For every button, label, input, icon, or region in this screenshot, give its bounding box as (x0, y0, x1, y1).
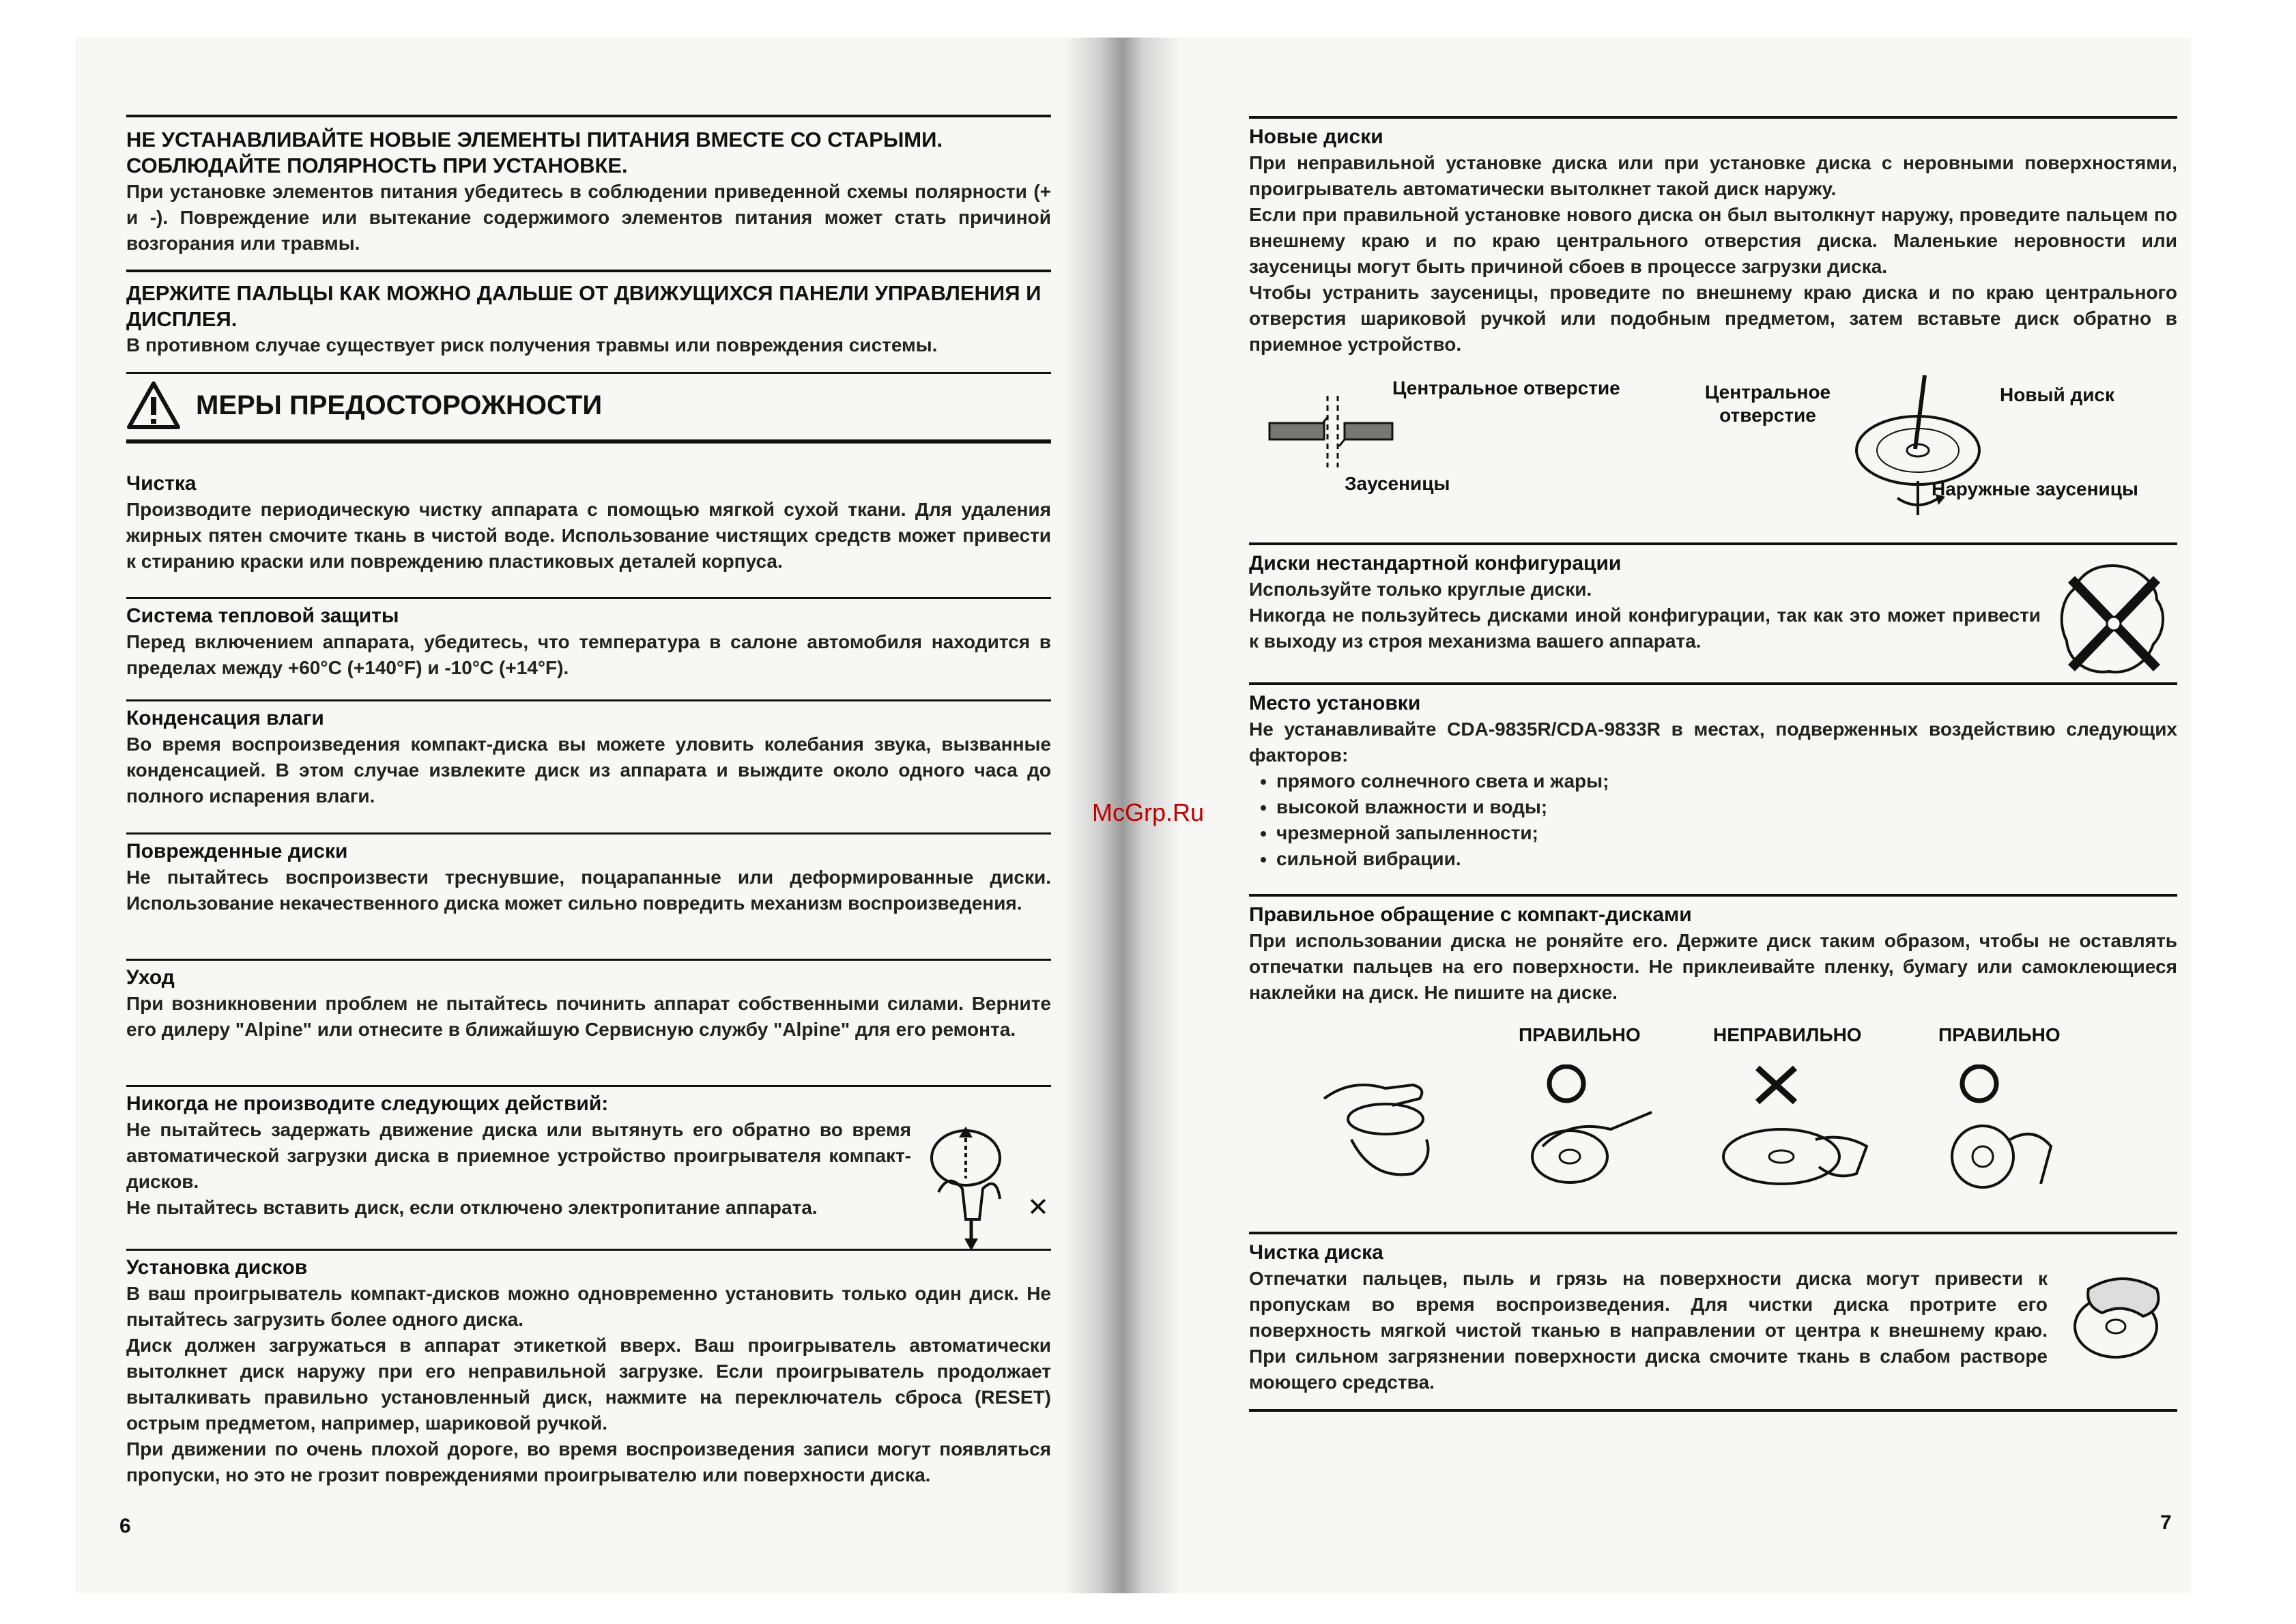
section-never (126, 1085, 1051, 1253)
section-cleaning (126, 471, 1051, 575)
list-item: • сильной вибрации. (1276, 846, 2177, 872)
precautions-header (126, 372, 1051, 444)
install-text-2: Диск должен загружаться в аппарат этикеткой вверх. Ваш проигрыватель автоматически вытолкнет диск наружу при его неправильной загрузке. Если проигрыватель продолжает выталкивать правильно установленный диск, нажмите на переключатель сброса (RESET) острым предметом, например, шариковой ручкой. (126, 1335, 1051, 1434)
warning-batteries-heading: НЕ УСТАНАВЛИВАЙТЕ НОВЫЕ ЭЛЕМЕНТЫ ПИТАНИЯ ВМЕСТЕ СО СТАРЫМИ. СОБЛЮДАЙТЕ ПОЛЯРНОСТЬ ПРИ УСТАНОВКЕ. (126, 128, 943, 177)
burrs-illustration (1249, 368, 2177, 525)
section-title: Уход (126, 966, 175, 989)
warning-fingers (126, 270, 1051, 358)
section-title: Поврежденные диски (126, 840, 348, 862)
new-discs-title: Новые диски (1249, 126, 1383, 148)
location-title: Место установки (1249, 692, 1421, 714)
section-text: Не пытайтесь воспроизвести треснувшие, поцарапанные или деформированные диски. Использование некачественного диска может сильно повредить механизм воспроизведения. (126, 867, 1051, 914)
irregular-title: Диски нестандартной конфигурации (1249, 552, 1622, 575)
label-center-hole: Центральное отверстие (1392, 377, 1620, 398)
section-location (1249, 682, 2177, 872)
label-correct-2: ПРАВИЛЬНО (1938, 1024, 2061, 1045)
new-discs-text-1: При неправильной установке диска или при установке диска с неровными поверхностями, проигрыватель автоматически вытолкнет такой диск наружу. (1249, 152, 2177, 199)
irregular-disc-icon (2054, 559, 2170, 682)
cleaning-title: Чистка диска (1249, 1241, 1383, 1264)
location-text: Не устанавливайте CDA-9835R/CDA-9833R в местах, подверженных воздействию следующих факторов: (1249, 719, 2177, 766)
never-text-2: Не пытайтесь вставить диск, если отключено электропитание аппарата. (126, 1197, 818, 1218)
label-new-disc: Новый диск (2000, 384, 2115, 405)
cleaning-text: Отпечатки пальцев, пыль и грязь на поверхности диска могут привести к пропускам во время воспроизведения. Для чистки диска протрите его поверхность мягкой чистой тканью в направлении от центра к внешнему краю. При сильном загрязнении поверхности диска смочите ткань в слабом растворе моющего средства. (1249, 1268, 2048, 1393)
irregular-text-2: Никогда не пользуйтесь дисками иной конфигурации, так как это может привести к выходу из строя механизма вашего аппарата. (1249, 605, 2041, 652)
handling-title: Правильное обращение с компакт-дисками (1249, 903, 1692, 926)
section-disc-cleaning (1249, 1232, 2177, 1412)
section-care (126, 959, 1051, 1043)
list-item: • чрезмерной запыленности; (1276, 820, 2177, 846)
disc-eject-illustration (925, 1117, 1051, 1253)
label-incorrect: НЕПРАВИЛЬНО (1713, 1024, 1862, 1045)
page-number-right: 7 (2160, 1511, 2172, 1534)
warning-batteries-text: При установке элементов питания убедитесь в соблюдении приведенной схемы полярности (+ и -). Повреждение или вытекание содержимого элементов питания может стать причиной возгорания или травмы. (126, 181, 1051, 254)
section-install (126, 1249, 1051, 1488)
section-new-discs (1249, 116, 2177, 358)
precautions-title: МЕРЫ ПРЕДОСТОРОЖНОСТИ (196, 390, 603, 420)
warning-batteries (126, 115, 1051, 257)
install-text-3: При движении по очень плохой дороге, во время воспроизведения записи могут появляться пропуски, но это не грозит повреждениями проигрывателю или поверхности диска. (126, 1438, 1051, 1485)
never-title: Никогда не производите следующих действий: (126, 1092, 609, 1115)
label-center-hole-2: Центральное отверстие (1704, 381, 1831, 426)
correct-edge-hold-icon (1932, 1064, 2068, 1194)
section-condensation (126, 699, 1051, 809)
warning-fingers-heading: ДЕРЖИТЕ ПАЛЬЦЫ КАК МОЖНО ДАЛЬШЕ ОТ ДВИЖУЩИХСЯ ПАНЕЛИ УПРАВЛЕНИЯ И ДИСПЛЕЯ. (126, 281, 1042, 331)
hands-holding-disc-icon (1310, 1058, 1447, 1194)
right-page (1249, 0, 2177, 1624)
irregular-text-1: Используйте только круглые диски. (1249, 579, 1592, 600)
section-title: Конденсация влаги (126, 707, 324, 729)
wrong-mark-icon: ✕ (1027, 1193, 1049, 1222)
section-text: Во время воспроизведения компакт-диска вы можете уловить колебания звука, вызванные конденсацией. В этом случае извлеките диск из аппарата и выждите около одного часа до полного испарения влаги. (126, 734, 1051, 807)
watermark: McGrp.Ru (1092, 798, 1205, 826)
install-text-1: В ваш проигрыватель компакт-дисков можно одновременно установить только один диск. Не пытайтесь загрузить более одного диска. (126, 1283, 1051, 1330)
label-correct-1: ПРАВИЛЬНО (1519, 1024, 1641, 1045)
incorrect-hold-disc-icon (1720, 1064, 1870, 1194)
new-discs-text-3: Чтобы устранить заусеницы, проведите по внешнему краю диска и по краю центрального отверстия шариковой ручкой или подобным предметом, затем вставьте диск обратно в приемное устройство. (1249, 282, 2177, 355)
hand-disc-icon (925, 1117, 1027, 1253)
install-title: Установка дисков (126, 1256, 308, 1279)
label-outer-burrs: Наружные заусеницы (1932, 478, 2138, 499)
location-list (1249, 768, 2177, 872)
new-discs-text-2: Если при правильной установке нового диска он был вытолкнут наружу, проведите пальцем по внешнему краю и по краю центрального отверстия диска. Маленькие неровности или заусеницы могут быть причиной сбоев в процессе загрузки диска. (1249, 204, 2177, 277)
section-title: Чистка (126, 472, 197, 495)
never-text-1: Не пытайтесь задержать движение диска или вытянуть его обратно во время автоматической загрузки диска в приемное устройство проигрывателя компакт-дисков. (126, 1119, 911, 1192)
warning-fingers-text: В противном случае существует риск получения травмы или повреждения системы. (126, 334, 938, 356)
section-handling (1249, 894, 2177, 1006)
handling-text: При использовании диска не роняйте его. Держите диск таким образом, чтобы не оставлять отпечатки пальцев на его поверхности. Не приклеивайте пленку, бумагу или самоклеющиеся наклейки на диск. Не пишите на диске. (1249, 930, 2177, 1003)
section-text: Производите периодическую чистку аппарата с помощью мягкой сухой ткани. Для удаления жирных пятен смочите ткань в чистой воде. Использование чистящих средств может привести к стиранию краски или повреждению пластиковых деталей корпуса. (126, 499, 1051, 572)
section-damaged (126, 832, 1051, 916)
section-thermal (126, 597, 1051, 681)
section-text: При возникновении проблем не пытайтесь починить аппарат собственными силами. Верните его дилеру "Alpine" или отнесите в ближайшую Сервисную службу "Alpine" для его ремонта. (126, 993, 1051, 1040)
section-title: Система тепловой защиты (126, 605, 399, 627)
correct-hold-disc-icon (1522, 1064, 1659, 1194)
list-item: • высокой влажности и воды; (1276, 794, 2177, 820)
list-item: • прямого солнечного света и жары; (1276, 768, 2177, 794)
warning-triangle-icon (126, 381, 181, 430)
left-page (119, 0, 1051, 1624)
disc-cross-section-icon (1263, 389, 1399, 471)
label-burrs: Заусеницы (1345, 473, 1450, 494)
section-text: Перед включением аппарата, убедитесь, что температура в салоне автомобиля находится в пределах между +60°C (+140°F) и -10°C (+14°F). (126, 631, 1051, 678)
section-irregular (1249, 542, 2177, 682)
page-number-left: 6 (119, 1515, 131, 1537)
cleaning-cloth-disc-icon (2061, 1262, 2170, 1378)
handling-illustration (1249, 1017, 2177, 1221)
